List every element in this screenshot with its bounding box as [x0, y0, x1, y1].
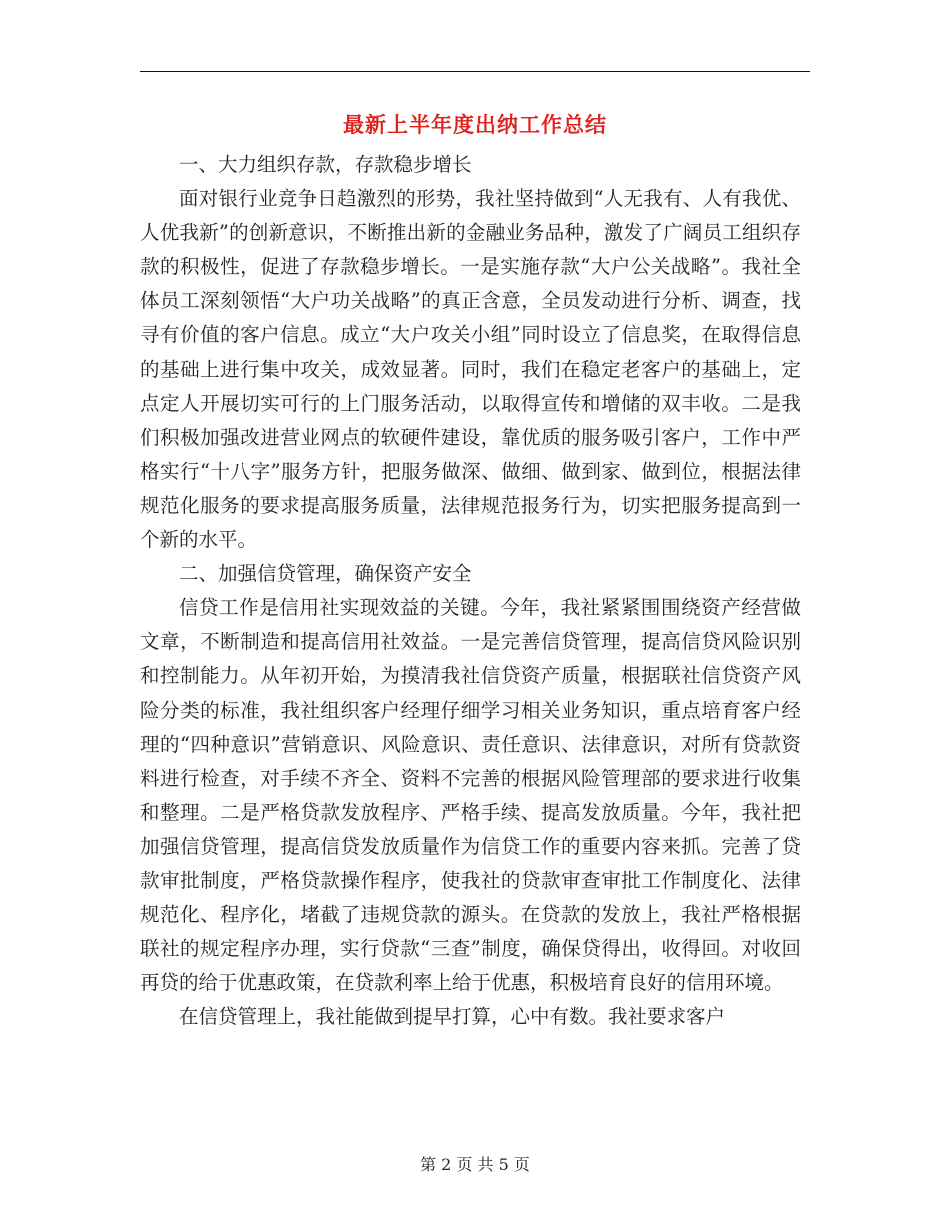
document-title: 最新上半年度出纳工作总结: [343, 112, 607, 137]
header-rule: [140, 71, 810, 72]
section-heading-1: 一、大力组织存款，存款稳步增长: [179, 153, 472, 176]
page-number: 第 2 页 共 5 页: [420, 1155, 530, 1174]
paragraph-credit-management: 在信贷管理上，我社能做到提早打算，心中有数。我社要求客户: [179, 1005, 726, 1029]
section-heading-2: 二、加强信贷管理，确保资产安全: [179, 562, 472, 586]
paragraph-credit: 信贷工作是信用社实现效益的关键。今年，我社紧紧围围绕资产经营做文章，不断制造和提高信用社效益。一是完善信贷管理，提高信贷风险识别和控制能力。从年初开始，为摸清我社信贷资产质量，根据联社信贷资产风险分类的标准，我社组织客户经理仔细学习相关业务知识，重点培育客户经理的“四种意识”营销意识、风险意识、责任意识、法律意识，对所有贷款资料进行检查，对手续不齐全、资料不完善的根据风险管理部的要求进行收集和整理。二是严格贷款发放程序、严格手续、提高发放质量。今年，我社把加强信贷管理，提高信贷发放质量作为信贷工作的重要内容来抓。完善了贷款审批制度，严格贷款操作程序，使我社的贷款审查审批工作制度化、法律规范化、程序化，堵截了违规贷款的源头。在贷款的发放上，我社严格根据联社的规定程序办理，实行贷款“三查”制度，确保贷得出，收得回。对收回再贷的给于优惠政策，在贷款利率上给于优惠，积极培育良好的信用环境。: [140, 596, 801, 995]
document-body: [140, 148, 801, 1034]
paragraph-deposits: 面对银行业竞争日趋激烈的形势，我社坚持做到“人无我有、人有我优、人优我新”的创新意识，不断推出新的金融业务品种，激发了广阔员工组织存款的积极性，促进了存款稳步增长。一是实施存款“大户公关战略”。我社全体员工深刻领悟“大户功关战略”的真正含意，全员发动进行分析、调查，找寻有价值的客户信息。成立“大户攻关小组”同时设立了信息奖，在取得信息的基础上进行集中攻关，成效显著。同时，我们在稳定老客户的基础上，定点定人开展切实可行的上门服务活动，以取得宣传和增储的双丰收。二是我们积极加强改进营业网点的软硬件建设，靠优质的服务吸引客户，工作中严格实行“十八字”服务方针，把服务做深、做细、做到家、做到位，根据法律规范化服务的要求提高服务质量，法律规范报务行为，切实把服务提高到一个新的水平。: [140, 187, 801, 552]
